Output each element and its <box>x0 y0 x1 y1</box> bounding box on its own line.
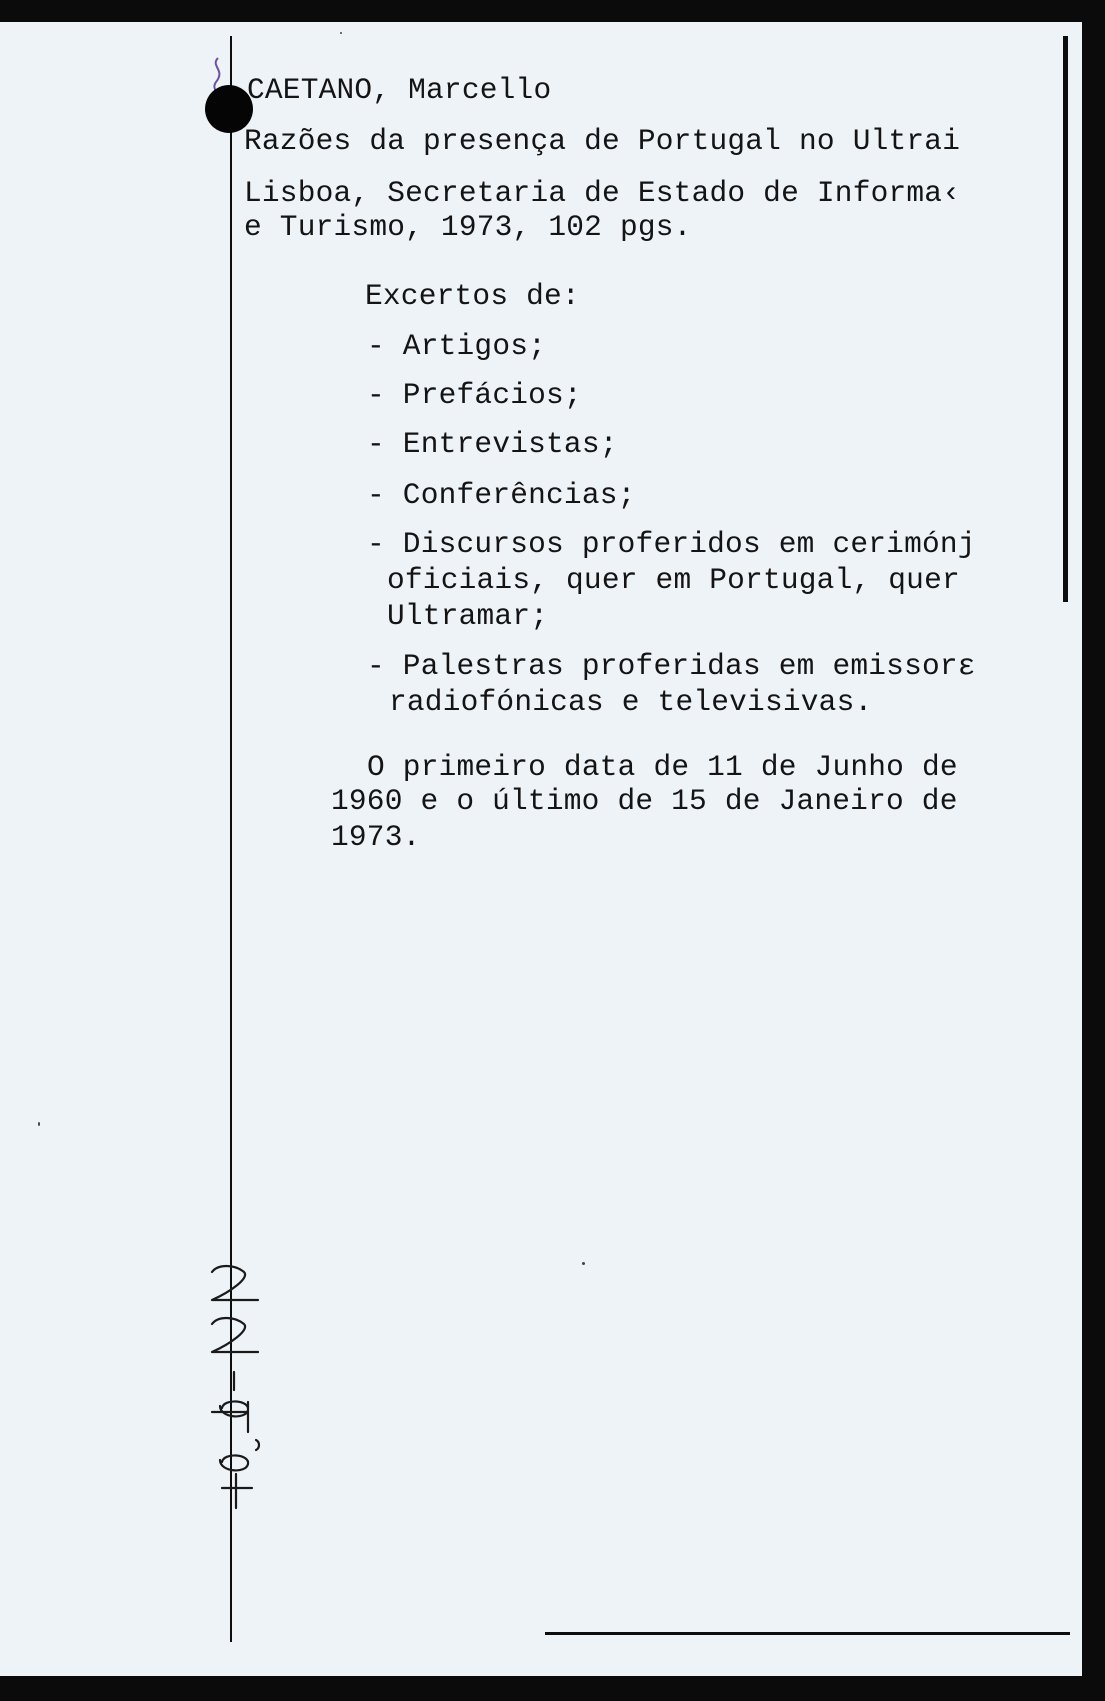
handwritten-reference <box>200 1262 270 1522</box>
excerpt-item: - Discursos proferidos em cerimónj <box>367 527 976 561</box>
right-margin-line <box>1063 36 1068 602</box>
excerpt-item: - Palestras proferidas em emissorε <box>367 649 976 683</box>
closing-line-3: 1973. <box>331 820 421 854</box>
closing-line-2: 1960 e o último de 15 de Janeiro de <box>331 784 958 818</box>
author-line: CAETANO, Marcello <box>247 73 552 107</box>
excerpt-item-continued: radiofónicas e televisivas. <box>389 685 873 719</box>
publisher-line-2: e Turismo, 1973, 102 pgs. <box>244 210 692 244</box>
publisher-line-1: Lisboa, Secretaria de Estado de Informa‹ <box>244 176 961 210</box>
paper-speck <box>582 1262 585 1265</box>
excerpts-heading: Excertos de: <box>365 279 580 313</box>
excerpt-item-continued: Ultramar; <box>387 599 549 633</box>
handwritten-reference-text: q.d.-22 <box>200 1262 205 1263</box>
bottom-rule <box>545 1632 1070 1635</box>
excerpt-item-continued: oficiais, quer em Portugal, quer <box>387 563 960 597</box>
title-line: Razões da presença de Portugal no Ultrai <box>244 124 961 158</box>
excerpt-item: - Artigos; <box>367 329 547 363</box>
document-page <box>0 22 1082 1676</box>
paper-speck <box>340 32 342 34</box>
closing-line-1: O primeiro data de 11 de Junho de <box>367 750 958 784</box>
excerpt-item: - Conferências; <box>367 478 636 512</box>
excerpt-item: - Prefácios; <box>367 378 582 412</box>
excerpt-item: - Entrevistas; <box>367 427 618 461</box>
paper-speck <box>38 1122 40 1126</box>
